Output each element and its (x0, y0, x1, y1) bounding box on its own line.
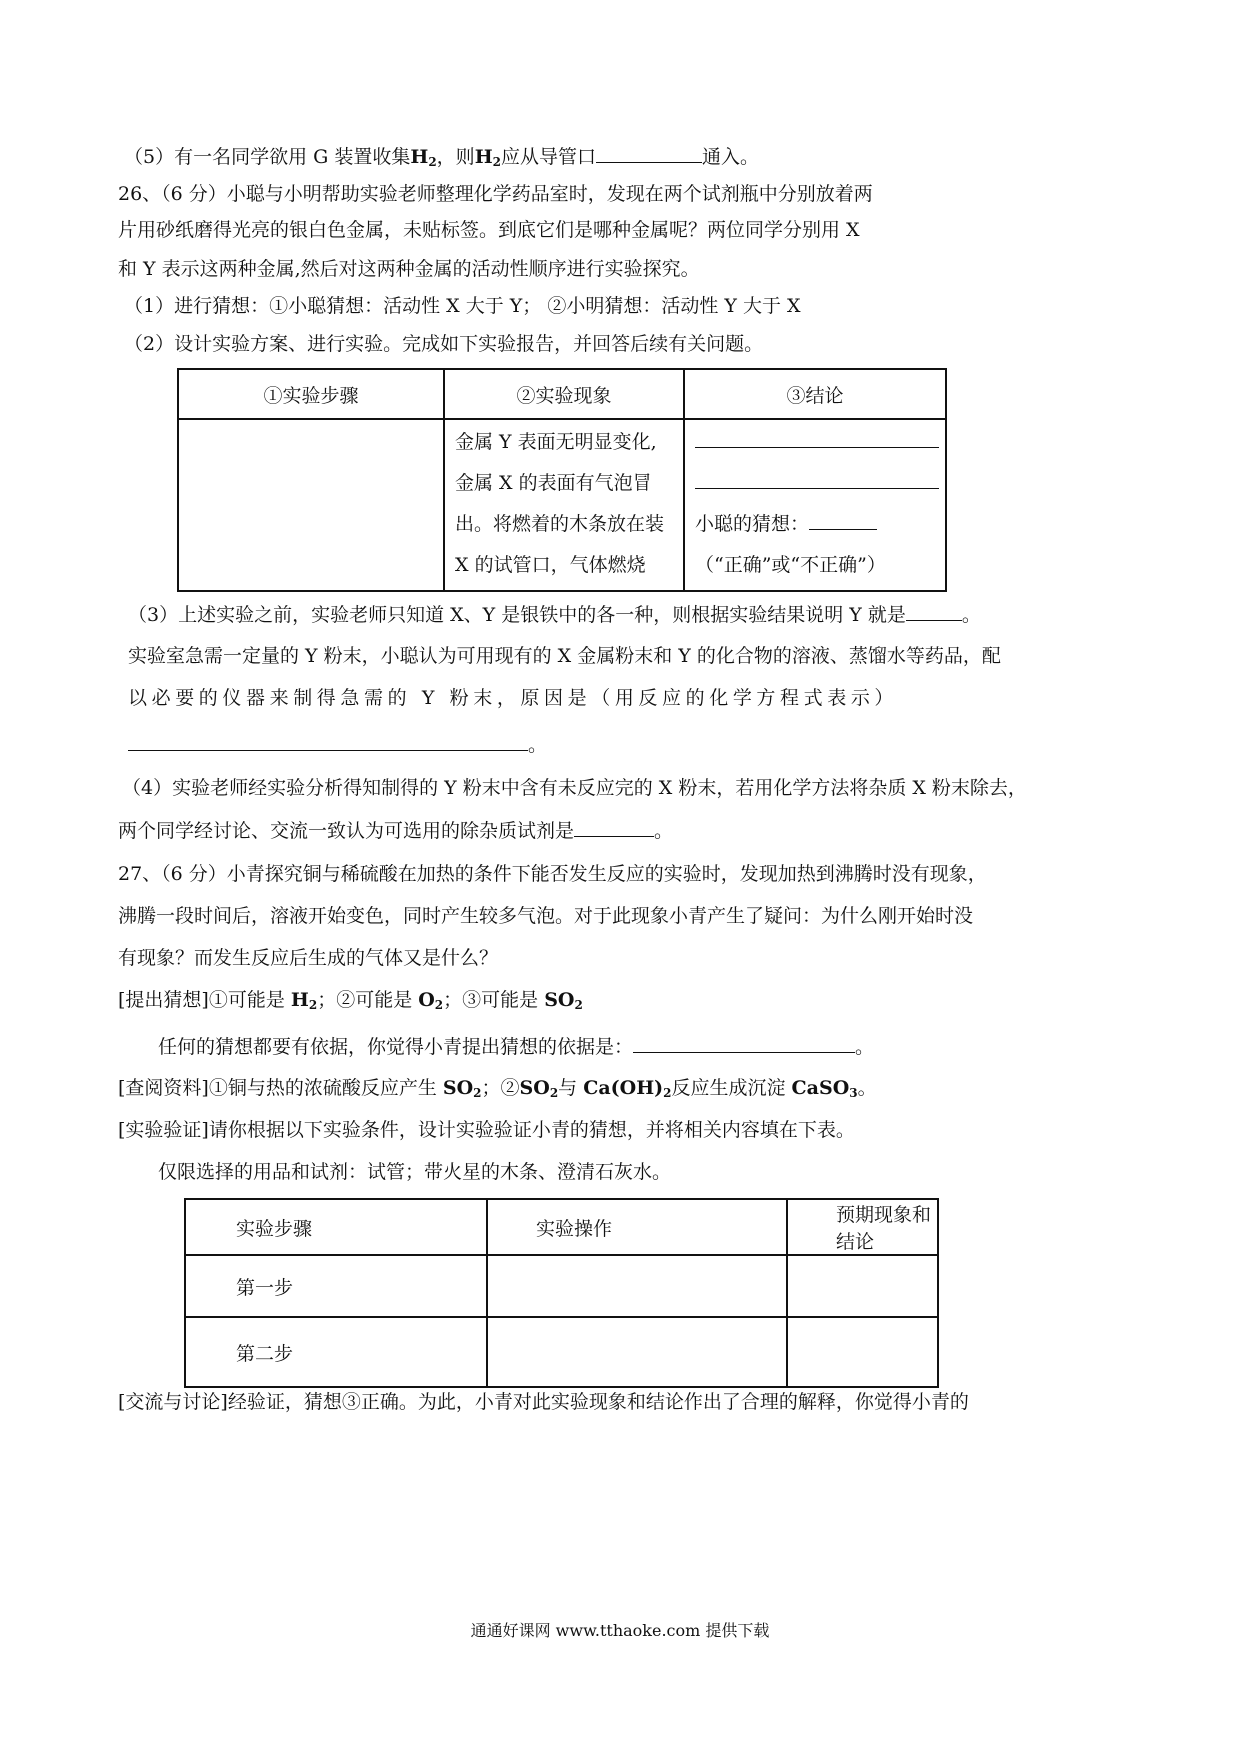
header-steps: ①实验步骤 (178, 369, 444, 419)
header-operation: 实验操作 (487, 1199, 787, 1255)
q26-part3-line-2: 实验室急需一定量的 Y 粉末，小聪认为可用现有的 X 金属粉末和 Y 的化合物的溶液、蒸馏水等药品，配 (128, 645, 1001, 667)
phenomenon-cell: 金属 Y 表面无明显变化, 金属 X 的表面有气泡冒 出。将燃着的木条放在装 X 的试管口，气体燃烧 (444, 419, 684, 591)
q26-part3-line-1: （3）上述实验之前，实验老师只知道 X、Y 是银铁中的各一种，则根据实验结果说明 Y 就是 。 (128, 600, 981, 629)
answer-blank[interactable] (596, 142, 702, 163)
step-1-result-cell[interactable] (787, 1255, 938, 1317)
q27-discussion: [交流与讨论]经验证，猜想③正确。为此，小青对此实验现象和结论作出了合理的解释，你觉得小青的 (118, 1391, 969, 1413)
conclusion-blank-2[interactable] (695, 468, 939, 489)
q27-intro-line-2: 沸腾一段时间后，溶液开始变色，同时产生较多气泡。对于此现象小青产生了疑问：为什么刚开始时没 (118, 905, 974, 927)
step-1-operation-cell[interactable] (487, 1255, 787, 1317)
q27-verify-table (184, 1198, 939, 1388)
header-steps: 实验步骤 (185, 1199, 487, 1255)
q27-intro-line-1: 27、（6 分）小青探究铜与稀硫酸在加热的条件下能否发生反应的实验时，发现加热到沸腾时没有现象， (118, 863, 987, 885)
answer-blank[interactable] (574, 816, 654, 837)
step-2-result-cell[interactable] (787, 1317, 938, 1387)
q27-references: [查阅资料]①铜与热的浓硫酸反应产生 $SO_2$；$②SO_2$与 $Ca(OH)_2$反应生成沉淀 CaSO$_3$。 (118, 1077, 877, 1100)
q26-report-table (177, 368, 947, 592)
header-result: 预期现象和结论 (787, 1199, 938, 1255)
step-1-label: 第一步 (185, 1255, 487, 1317)
q27-hypotheses: [提出猜想]①可能是 $H_2$；②可能是 $O_2$；③可能是 $SO_2$ (118, 989, 583, 1012)
q25-part5: （5）有一名同学欲用 G 装置收集$H_2$，则$H_2$应从导管口 通入。 (124, 142, 759, 176)
conclusion-blank-1[interactable] (695, 427, 939, 448)
q26-intro-line-2: 片用砂纸磨得光亮的银白色金属，未贴标签。到底它们是哪种金属呢？两位同学分别用 X (118, 219, 860, 241)
conclusion-cell: 小聪的猜想： （“正确”或“不正确”） (684, 419, 946, 591)
q26-part4-line-1: （4）实验老师经实验分析得知制得的 Y 粉末中含有未反应完的 X 粉末，若用化学方法将杂质 X 粉末除去， (122, 777, 1027, 799)
q26-intro-line-1: 26、（6 分）小聪与小明帮助实验老师整理化学药品室时，发现在两个试剂瓶中分别放着两 (118, 183, 873, 205)
step-2-operation-cell[interactable] (487, 1317, 787, 1387)
page-footer: 通通好课网 www.tthaoke.com 提供下载 (470, 1621, 770, 1640)
q26-intro-line-3: 和 Y 表示这两种金属,然后对这两种金属的活动性顺序进行实验探究。 (118, 258, 700, 280)
q26-part1: （1）进行猜想：①小聪猜想：活动性 X 大于 Y； ②小明猜想：活动性 Y 大于 X (124, 295, 801, 317)
q26-part4-line-2: 两个同学经讨论、交流一致认为可选用的除杂质试剂是 。 (118, 816, 673, 845)
q26-part2: （2）设计实验方案、进行实验。完成如下实验报告，并回答后续有关问题。 (124, 333, 764, 355)
q27-supplies: 仅限选择的用品和试剂：试管；带火星的木条、澄清石灰水。 (158, 1161, 672, 1183)
equation-blank[interactable] (128, 730, 528, 751)
header-conclusion: ③结论 (684, 369, 946, 419)
step-2-label: 第二步 (185, 1317, 487, 1387)
answer-blank[interactable] (906, 600, 962, 621)
q27-basis: 任何的猜想都要有依据，你觉得小青提出猜想的依据是： 。 (158, 1032, 874, 1061)
steps-answer-cell[interactable] (178, 419, 444, 591)
q26-part3-line-4: 。 (128, 730, 547, 759)
q27-intro-line-3: 有现象？而发生反应后生成的气体又是什么？ (118, 947, 499, 969)
guess-blank[interactable] (809, 509, 877, 530)
answer-blank[interactable] (633, 1032, 855, 1053)
header-phenomenon: ②实验现象 (444, 369, 684, 419)
q27-verify: [实验验证]请你根据以下实验条件，设计实验验证小青的猜想，并将相关内容填在下表。 (118, 1119, 855, 1141)
q26-part3-line-3: 以必要的仪器来制得急需的 Y 粉末，原因是（用反应的化学方程式表示） (128, 687, 899, 709)
